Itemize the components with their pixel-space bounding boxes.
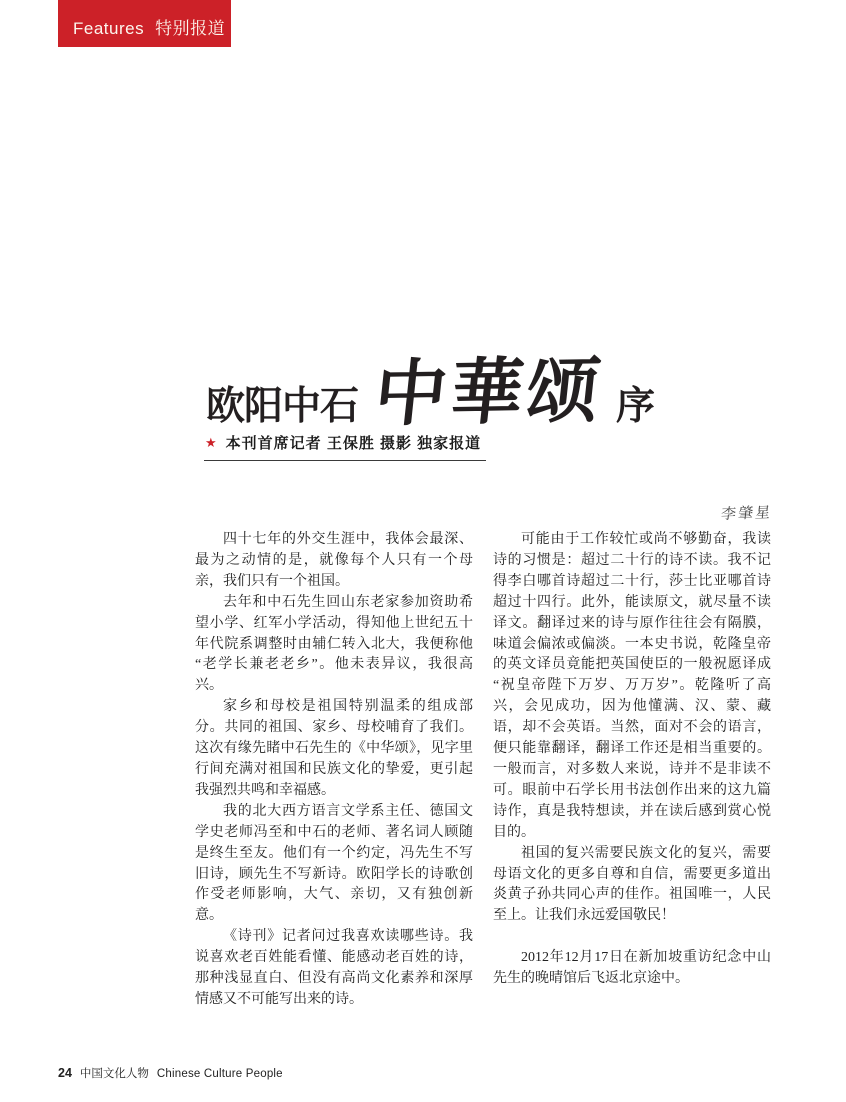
byline [204, 432, 486, 461]
paragraph: 我的北大西方语言文学系主任、德国文学史老师冯至和中石的老师、著名词人顾随是终生至友。他们有一个约定，冯先生不写旧诗，顾先生不写新诗。欧阳学长的诗歌创作受老师影响，大气、亲切，又有独创新意。 [195, 803, 473, 924]
right-column [493, 530, 771, 1011]
title-author-name: 欧阳中石 [206, 385, 359, 428]
paragraph: 祖国的复兴需要民族文化的复兴，需要母语文化的更多自尊和自信，需要更多道出炎黄子孙共同心声的佳作。祖国唯一，人民至上。让我们永远爱国敬民！ [493, 845, 771, 924]
paragraph: 四十七年的外交生涯中，我体会最深、最为之动情的是，就像每个人只有一个母亲，我们只有一个祖国。 [195, 532, 473, 589]
author-signature: 李肇星 [720, 505, 774, 524]
article-title [206, 336, 655, 440]
section-tag-en: Features [73, 19, 145, 38]
section-tag-zh: 特别报道 [155, 19, 226, 38]
dateline: 2012年12月17日在新加坡重访纪念中山先生的晚晴馆后飞返北京途中。 [493, 950, 771, 987]
byline-text: 本刊首席记者 王保胜 摄影 独家报道 [225, 435, 482, 452]
paragraph: 《诗刊》记者问过我喜欢读哪些诗。我说喜欢老百姓能看懂、能感动老百姓的诗，那种浅显直白、但没有高尚文化素养和深厚情感又不可能写出来的诗。 [195, 929, 473, 1007]
left-column [195, 530, 473, 1011]
page-number: 24 [58, 1066, 72, 1080]
page-footer [58, 1065, 283, 1081]
right-column-paragraphs [493, 530, 771, 927]
footer-magazine-name-zh: 中国文化人物 [79, 1068, 149, 1080]
article-body [195, 530, 771, 1011]
paragraph: 去年和中石先生回山东老家参加资助希望小学、红军小学活动，得知他上世纪五十年代院系调整时由辅仁转入北大，我便称他“老学长兼老老乡”。他未表异议，我很高兴。 [195, 594, 473, 694]
star-icon: ★ [205, 435, 217, 450]
title-calligraphy: 中華颂 [370, 351, 608, 436]
paragraph: 家乡和母校是祖国特别温柔的组成部分。共同的祖国、家乡、母校哺育了我们。这次有缘先睹中石先生的《中华颂》，见字里行间充满对祖国和民族文化的挚爱，更引起我强烈共鸣和幸福感。 [195, 699, 473, 798]
title-suffix: 序 [616, 385, 656, 428]
paragraph: 可能由于工作较忙或尚不够勤奋，我读诗的习惯是：超过二十行的诗不读。我不记得李白哪首诗超过二十行，莎士比亚哪首诗超过十四行。此外，能读原文，就尽量不读译文。翻译过来的诗与原作往往会有隔膜，味道会偏浓或偏淡。一本史书说，乾隆皇帝的英文译员竟能把英国使臣的一般祝愿译成“祝皇帝陛下万岁、万万岁”。乾隆听了高兴，会见成功，因为他懂满、汉、蒙、藏语，却不会英语。当然，面对不会的语言，便只能靠翻译，翻译工作还是相当重要的。一般而言，对多数人来说，诗并不是非读不可。眼前中石学长用书法创作出来的这九篇诗作，真是我特想读，并在读后感到赏心悦目的。 [493, 532, 771, 840]
footer-magazine-name-en: Chinese Culture People [156, 1068, 283, 1080]
section-tag [58, 0, 231, 47]
